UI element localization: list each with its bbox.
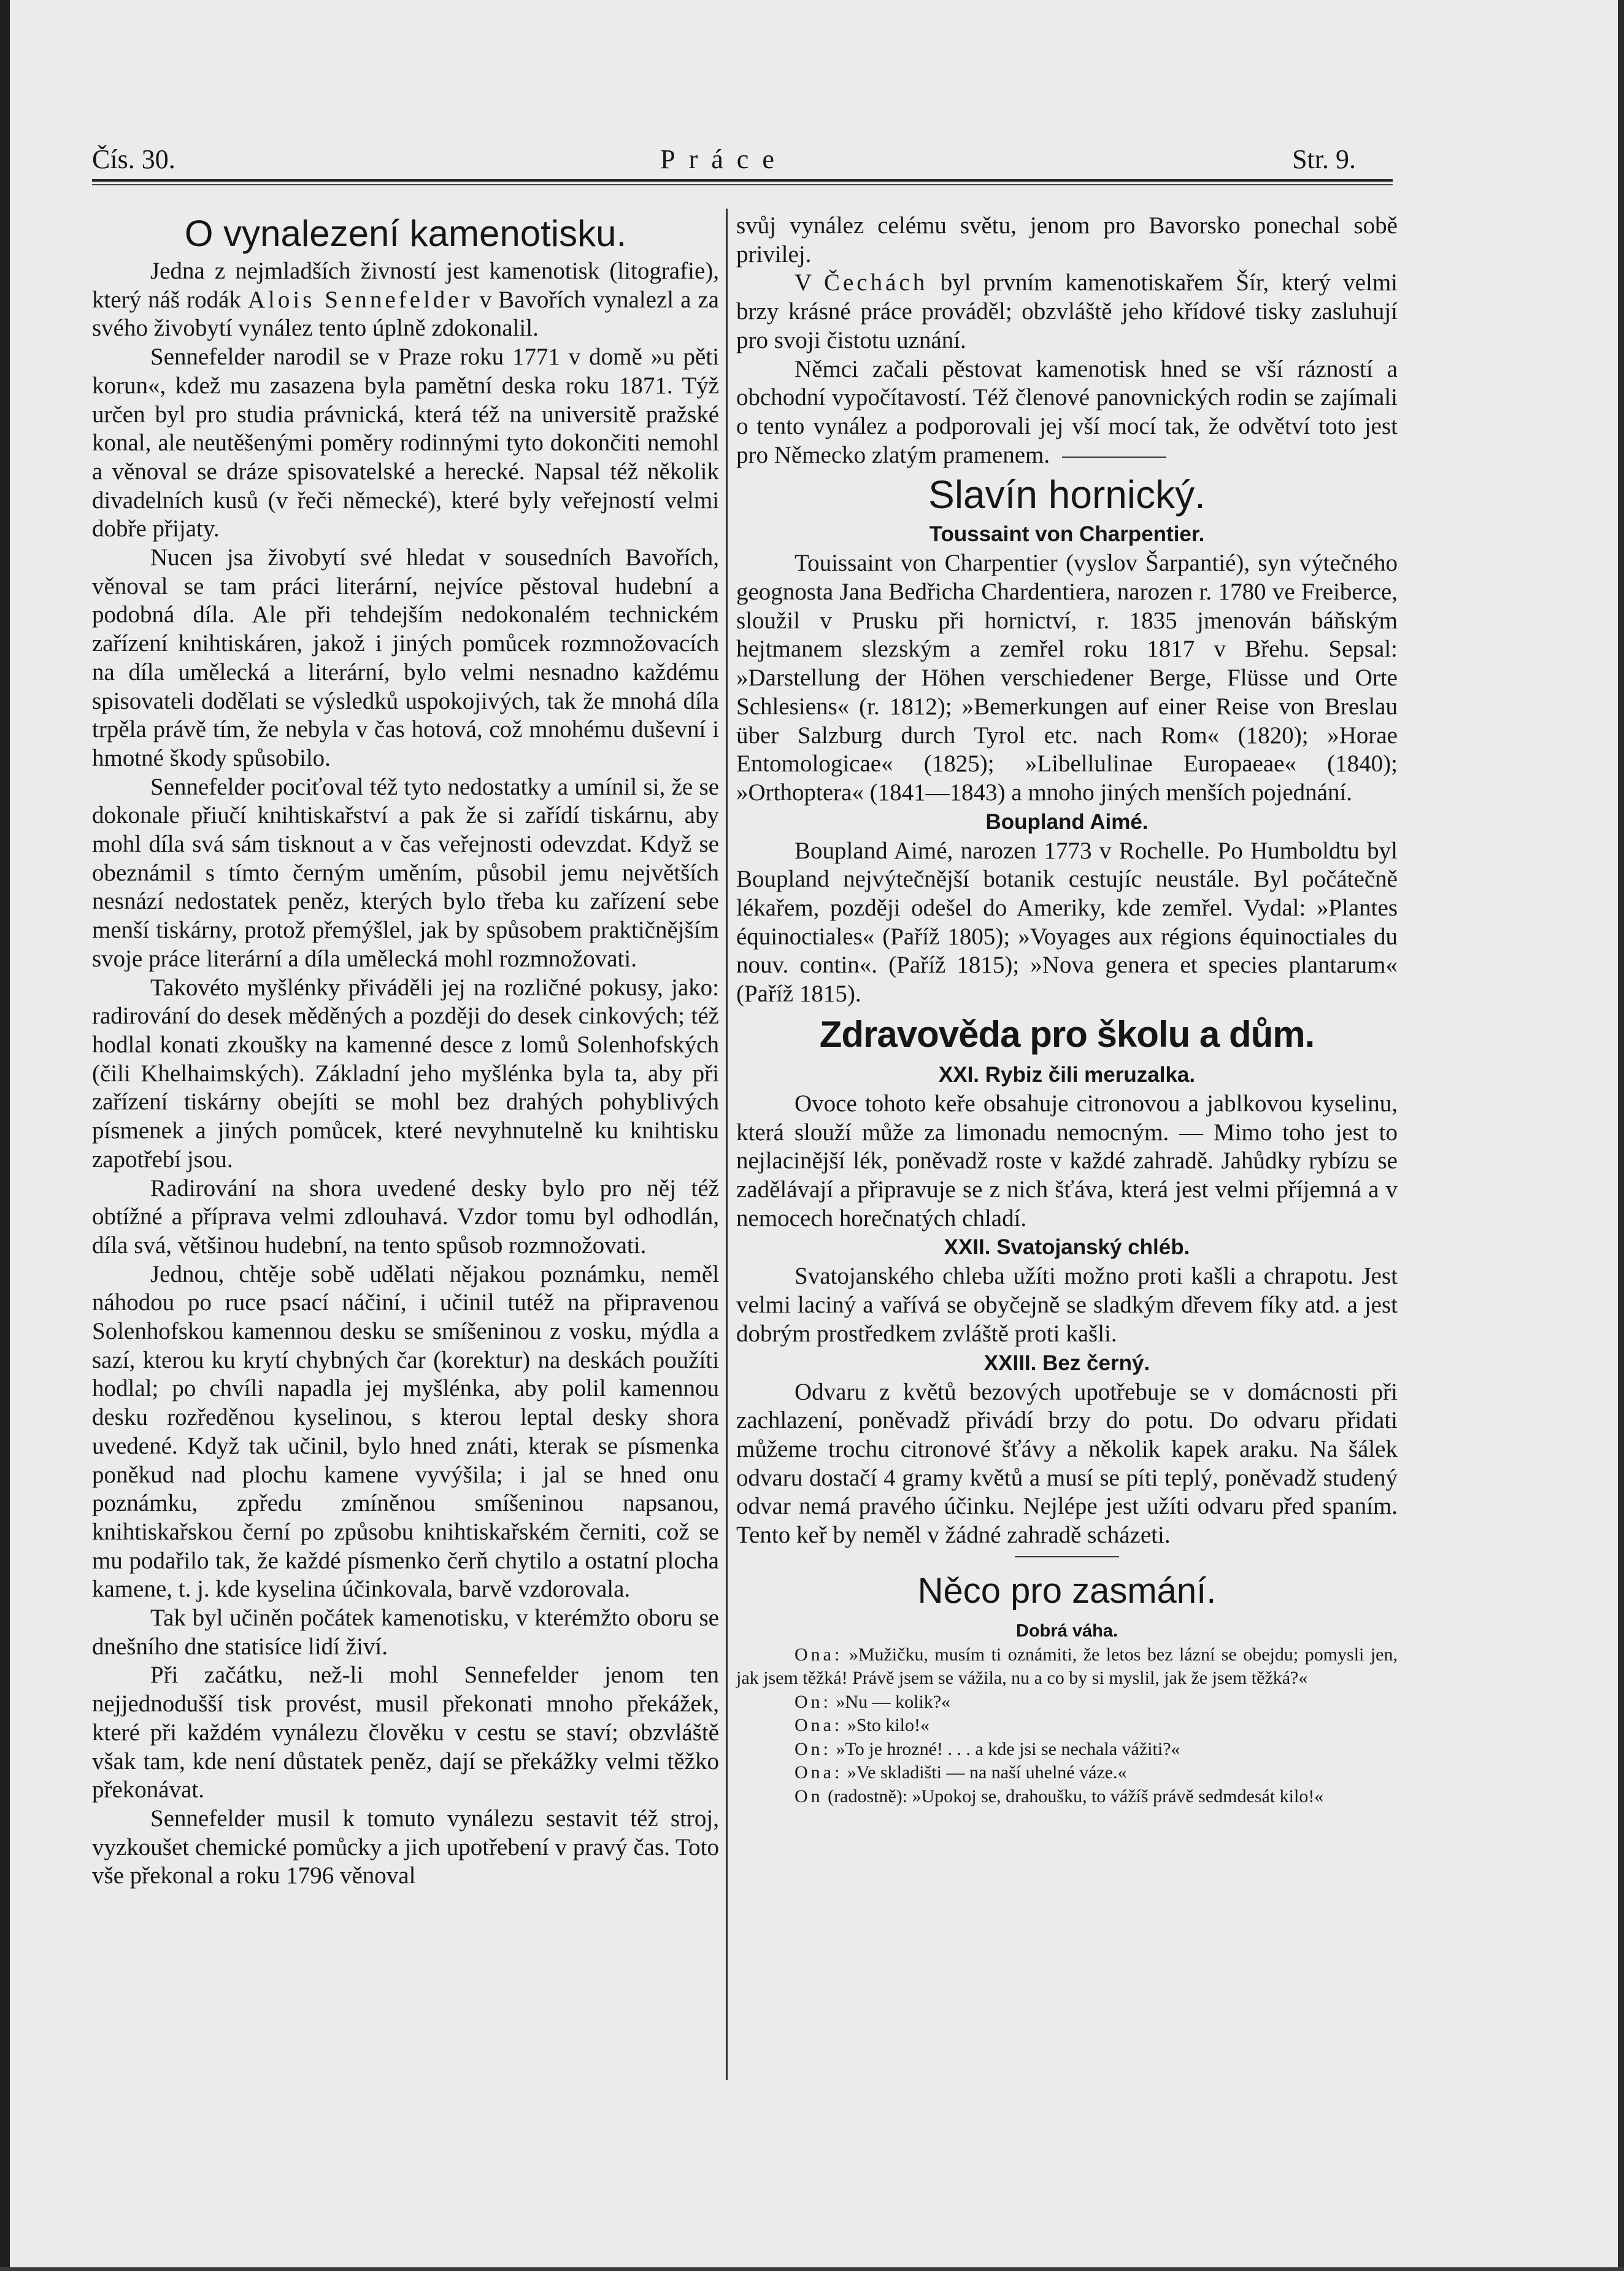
subheading-joke: Dobrá váha. bbox=[1016, 1621, 1118, 1641]
paragraph: Ovoce tohoto keře obsahuje citronovou a jablkovou kyselinu, která slouží může za limonadu nemocným. — Mimo toho jest to nejlacinější lék, poněvadž roste v každé zahradě. Jahůdky rybízu se zadělávají a připravuje se z nich šťáva, která jest velmi příjemná a v nemocech horečnatých chladí. bbox=[736, 1090, 1398, 1232]
section-title-slavin: Slavín hornický. bbox=[928, 472, 1206, 517]
joke-line: Ona: »Ve skladišti — na naší uhelné váze.« bbox=[795, 1762, 1127, 1783]
paragraph: Touissaint von Charpentier (vyslov Šarpantié), syn výtečného geognosta Jana Bedřicha Chardentiera, narozen r. 1780 ve Freiberce, sloužil v Prusku při hornictví, r. 1835 jmenován báňským hejtmanem slezským a zemřel roku 1817 v Břehu. Sepsal: »Darstellung der Höhen verschiedener Berge, Flüsse und Orte Schlesiens« (r. 1812); »Bemerkungen auf einer Reise von Breslau über Salzburg durch Tyrol etc. nach Rom« (1820); »Horae Entomologicae« (1825); »Libellulinae Europaeae« (1840); »Orthoptera« (1841—1843) a mnoho jiných menších pojednání. bbox=[736, 550, 1398, 806]
scan-edge-right bbox=[1618, 0, 1624, 2271]
paragraph: Takovéto myšlénky přiváděli jej na rozličné pokusy, jako: radirování do desek měděných a později do desek cinkových; též hodlal konati zkoušky na kamenné desce z lomů Solenhofských (čili Khelhaimských). Základní jeho myšlénka byla ta, aby při zařízení tiskárny obejíti se mohl bez drahých pohyblivých písmenek a jiných pomůcek, které nevyhnutelně ku knihtisku zapotřebí jsou. bbox=[92, 974, 719, 1173]
paragraph: Boupland Aimé, narozen 1773 v Rochelle. Po Humboldtu byl Boupland nejvýtečnější botanik cestujíc neustále. Byl počátečně lékařem, později odešel do Ameriky, kde zemřel. Vydal: »Plantes équinoctiales« (Paříž 1805); »Voyages aux régions équinoctiales du nouv. contin«. (Paříž 1815); »Nova genera et species plantarum« (Paříž 1815). bbox=[736, 837, 1398, 1008]
paragraph: Sennefelder pociťoval též tyto nedostatky a umínil si, že se dokonale přiučí knihtiskařství a pak že si zařídí tiskárnu, aby mohl díla svá sám tisknout a v čas veřejnosti odevzdat. Když se obeznámil s tímto černým uměním, působil jemu největších nesnází nedostatek peněz, kterých bylo třeba ku zařízení sebe menší tiskárny, protož přemýšlel, jak by spůsobem praktičnějším svoje práce literární a díla umělecká mohl rozmnožovati. bbox=[92, 773, 719, 972]
left-column bbox=[92, 212, 719, 1891]
paragraph: V Čechách byl prvním kamenotiskařem Šír, který velmi brzy krásné práce prováděl; obzvláště jeho křídové tisky zasluhují pro svoji čistotu uznání. bbox=[736, 269, 1398, 353]
section-title-zdravoveda: Zdravověda pro školu a dům. bbox=[819, 1013, 1315, 1055]
section-rule bbox=[1015, 1556, 1119, 1557]
section-rule bbox=[1062, 457, 1166, 458]
paragraph: Tak byl učiněn počátek kamenotisku, v kterémžto oboru se dnešního dne statisíce lidí živí. bbox=[92, 1605, 719, 1660]
subheading-xxii: XXII. Svatojanský chléb. bbox=[944, 1235, 1190, 1260]
right-column bbox=[736, 212, 1398, 1808]
scan-edge-bottom bbox=[0, 2267, 1624, 2271]
header-rule-thin bbox=[92, 184, 1393, 185]
joke-line: Ona: »Mužičku, musím ti oznámiti, že letos bez lázní se obejdu; pomysli jen, jak jsem těžká! Právě jsem se vážila, nu a co by si myslil, jak že jsem těžká?« bbox=[736, 1644, 1398, 1689]
subheading-boupland: Boupland Aimé. bbox=[985, 809, 1149, 834]
paragraph: Nucen jsa živobytí své hledat v sousedních Bavořích, věnoval se tam práci literární, nejvíce pěstoval hudební a podobná díla. Ale při tehdejším nedokonalém technickém zařízení knihtiskáren, jakož i jiných pomůcek rozmnožovacích na díla umělecká a literární, bylo velmi nesnadno každému spisovateli dodělati se výsledků uspokojivých, tak že mnohá díla trpěla právě tím, že nebyla v čas hotová, což mnohému duševní i hmotné škody spůsobilo. bbox=[92, 544, 719, 771]
spaced-place: Čechách bbox=[823, 269, 928, 296]
paragraph: Odvaru z květů bezových upotřebuje se v domácnosti při zachlazení, poněvadž přivádí brzy do potu. Do odvaru přidati můžeme trochu citronové šťávy a několik kapek araku. Na šálek odvaru dostačí 4 gramy květů a musí se píti teplý, poněvadž studený odvar nemá pravého účinku. Nejlépe jest užíti odvaru před spaním. Tento keř by neměl v žádné zahradě scházeti. bbox=[736, 1378, 1398, 1549]
spaced-name: Alois Sennefelder bbox=[247, 286, 473, 313]
joke-line: On: »To je hrozné! . . . a kde jsi se nechala vážiti?« bbox=[795, 1738, 1180, 1759]
subheading-xxiii: XXIII. Bez černý. bbox=[983, 1351, 1150, 1375]
paragraph: Radirování na shora uvedené desky bylo pro něj též obtížné a příprava velmi zdlouhavá. Vzdor tomu byl odhodlán, díla svá, většinou hudební, na tento spůsob rozmnožovati. bbox=[92, 1174, 719, 1259]
section-title-neco: Něco pro zasmání. bbox=[917, 1570, 1217, 1611]
scan-edge-left bbox=[0, 0, 10, 2271]
paragraph: svůj vynález celému světu, jenom pro Bavorsko ponechal sobě privilej. bbox=[736, 212, 1398, 268]
paragraph: Jedna z nejmladších živností jest kamenotisk (litografie), který náš rodák Alois Sennefelder v Bavořích vynalezl a za svého živobytí vynález tento úplně zdokonalil. bbox=[92, 258, 719, 342]
joke-line: On: »Nu — kolik?« bbox=[795, 1691, 951, 1712]
paragraph: Při začátku, než-li mohl Sennefelder jenom ten nejjednodušší tisk provést, musil překonati mnoho překážek, které při každém vynálezu člověku v cestu se staví; obzvláště však tam, kde není důstatek peněz, dají se překážky velmi těžko překonávat. bbox=[92, 1662, 719, 1803]
joke-line: Ona: »Sto kilo!« bbox=[795, 1715, 930, 1736]
page-number: Str. 9. bbox=[1292, 144, 1356, 174]
joke-dialogue bbox=[736, 1643, 1398, 1809]
paragraph: Jednou, chtěje sobě udělati nějakou poznámku, neměl náhodou po ruce psací náčiní, i učinil tutéž na připravenou Solenhofskou kamennou desku se smíšeninou z vosku, mýdla a sazí, kterou ku krytí chybných čar (korektur) na deskách použíti hodlal; po chvíli napadla jej myšlénka, aby polil kamennou desku rozředěnou kyselinou, s kterou leptal desky shora uvedené. Když tak učinil, bylo hned znáti, kterak se písmenka poněkud nad plochu kamene vyvýšila; i jal se hned onu poznámku, zpředu zmíněnou smíšeninou napsanou, knihtiskařskou černí po způsobu knihtiskařském černiti, což se mu podařilo tak, že každé písmenko čerň chytilo a ostatní plocha kamene, t. j. kde kyselina účinkovala, barvě vzdorovala. bbox=[92, 1260, 719, 1603]
paragraph: Svatojanského chleba užíti možno proti kašli a chrapotu. Jest velmi laciný a vařívá se obyčejně se sladkým dřevem fíky atd. a jest dobrým prostředkem zvláště proti kašli. bbox=[736, 1263, 1398, 1347]
newspaper-title: Práce bbox=[660, 144, 788, 174]
paragraph: Sennefelder narodil se v Praze roku 1771 v domě »u pěti korun«, kdež mu zasazena byla pamětní deska roku 1871. Týž určen byl pro studia právnická, která též na universitě pražské konal, ale neutěšenými poměry rodinnými tyto dokončiti nemohl a věnoval se dráze spisovatelské a herecké. Napsal též několik divadelních kusů (v řeči německé), které byly veřejností velmi dobře přijaty. bbox=[92, 344, 719, 542]
header-rule bbox=[92, 179, 1393, 182]
joke-line: On (radostně): »Upokoj se, drahoušku, to vážíš právě sedmdesát kilo!« bbox=[795, 1786, 1324, 1806]
issue-number: Čís. 30. bbox=[92, 144, 175, 174]
subheading-charpentier: Toussaint von Charpentier. bbox=[929, 522, 1205, 547]
article-title-lithography: O vynalezení kamenotisku. bbox=[184, 213, 627, 254]
page-header bbox=[92, 144, 1356, 180]
paragraph: Sennefelder musil k tomuto vynálezu sestavit též stroj, vyzkoušet chemické pomůcky a jich upotřebení v pravý čas. Toto vše překonal a roku 1796 věnoval bbox=[92, 1805, 719, 1889]
subheading-xxi: XXI. Rybiz čili meruzalka. bbox=[938, 1062, 1196, 1087]
column-divider bbox=[726, 209, 728, 2080]
paragraph: Němci začali pěstovat kamenotisk hned se vší rázností a obchodní vypočítavostí. Též členové panovnických rodin se zajímali o tento vynález a podporovali jej vší mocí tak, že odvětví toto jest pro Německo zlatým pramenem. bbox=[736, 355, 1398, 468]
